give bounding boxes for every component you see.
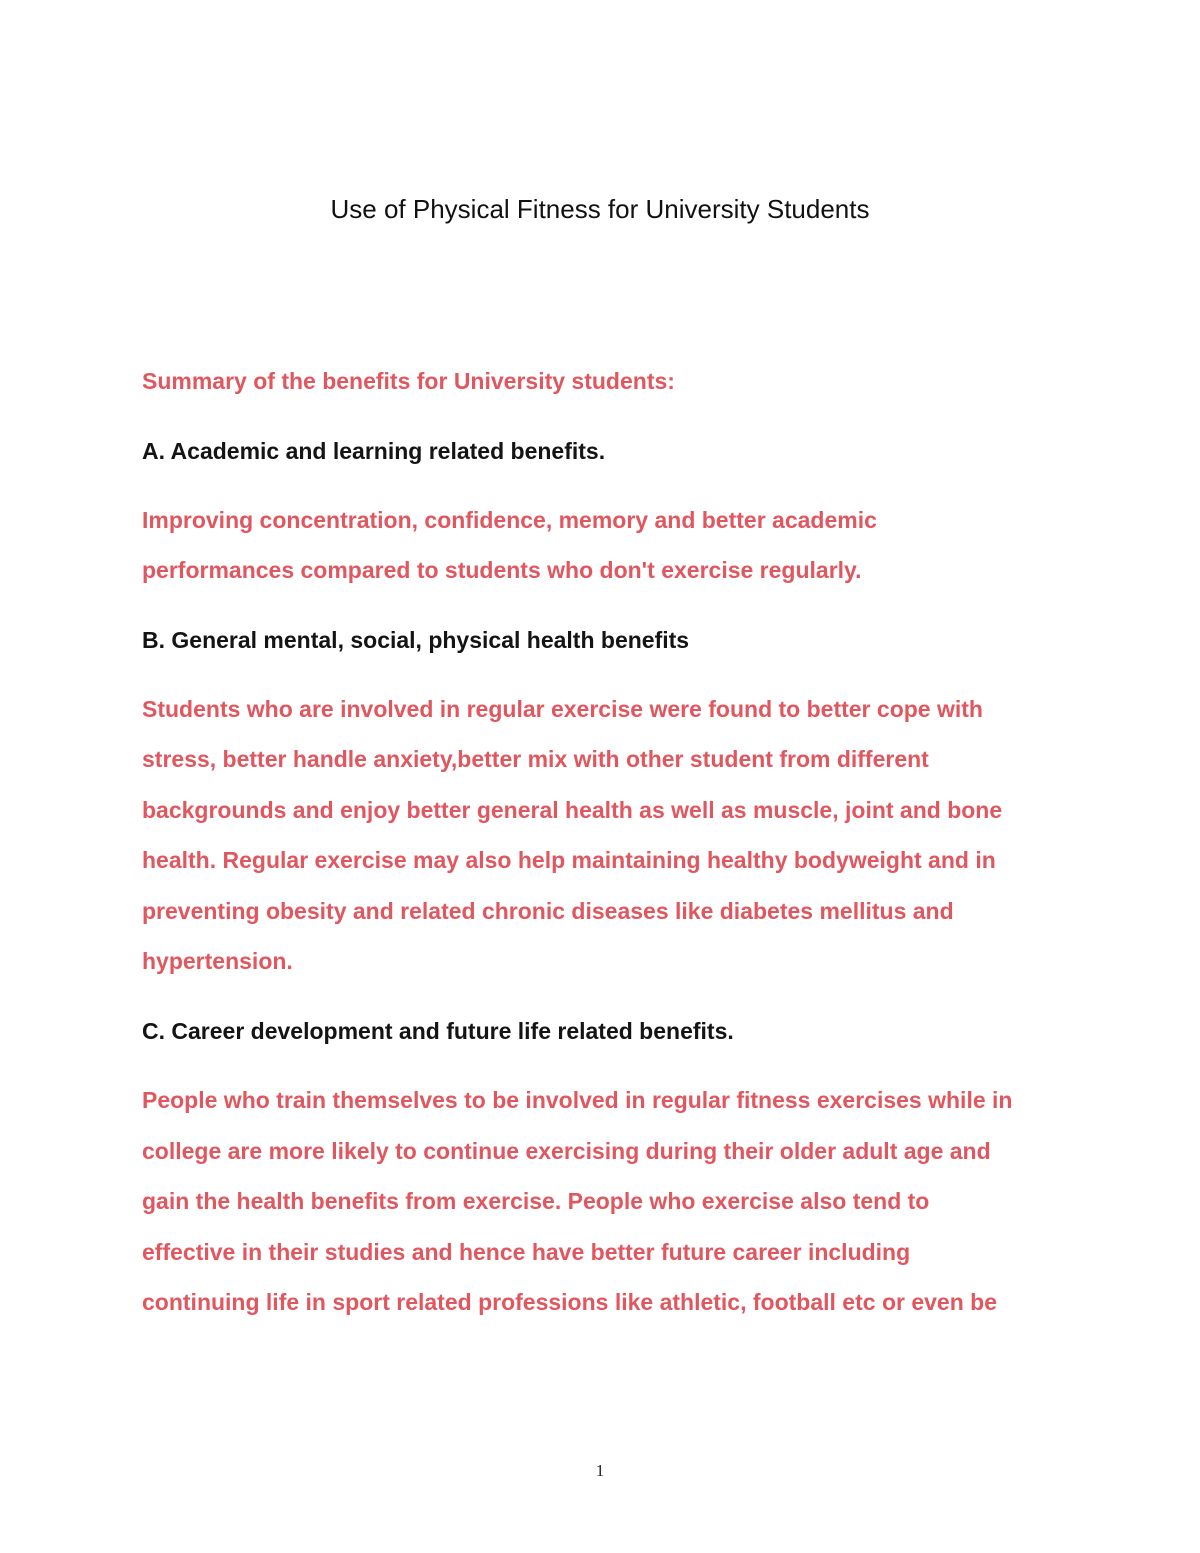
document-title: Use of Physical Fitness for University Students: [330, 194, 870, 224]
section-a-body-line: performances compared to students who don't exercise regularly.: [142, 557, 862, 583]
section-heading-b: B. General mental, social, physical health benefits: [142, 627, 690, 653]
section-a-body-line: Improving concentration, confidence, memory and better academic: [142, 507, 877, 533]
section-b-body-line: Students who are involved in regular exercise were found to better cope with: [142, 696, 983, 722]
section-b-body-line: preventing obesity and related chronic diseases like diabetes mellitus and: [142, 898, 954, 924]
section-b-body-line: hypertension.: [142, 948, 293, 974]
section-b-body-line: backgrounds and enjoy better general health as well as muscle, joint and bone: [142, 797, 1003, 823]
section-b-body-line: health. Regular exercise may also help maintaining healthy bodyweight and in: [142, 847, 996, 873]
section-c-body-line: effective in their studies and hence have better future career including: [142, 1239, 911, 1265]
section-heading-a: A. Academic and learning related benefits.: [142, 438, 606, 464]
section-b-body-line: stress, better handle anxiety,better mix with other student from different: [142, 746, 929, 772]
page-number: 1: [595, 1461, 605, 1480]
section-c-body-line: gain the health benefits from exercise. People who exercise also tend to: [142, 1188, 930, 1214]
section-c-body-line: continuing life in sport related professions like athletic, football etc or even be: [142, 1289, 997, 1315]
section-c-body-line: People who train themselves to be involved in regular fitness exercises while in: [142, 1087, 1013, 1113]
summary-heading: Summary of the benefits for University students:: [142, 368, 675, 394]
section-heading-c: C. Career development and future life related benefits.: [142, 1018, 734, 1044]
section-c-body-line: college are more likely to continue exercising during their older adult age and: [142, 1138, 991, 1164]
